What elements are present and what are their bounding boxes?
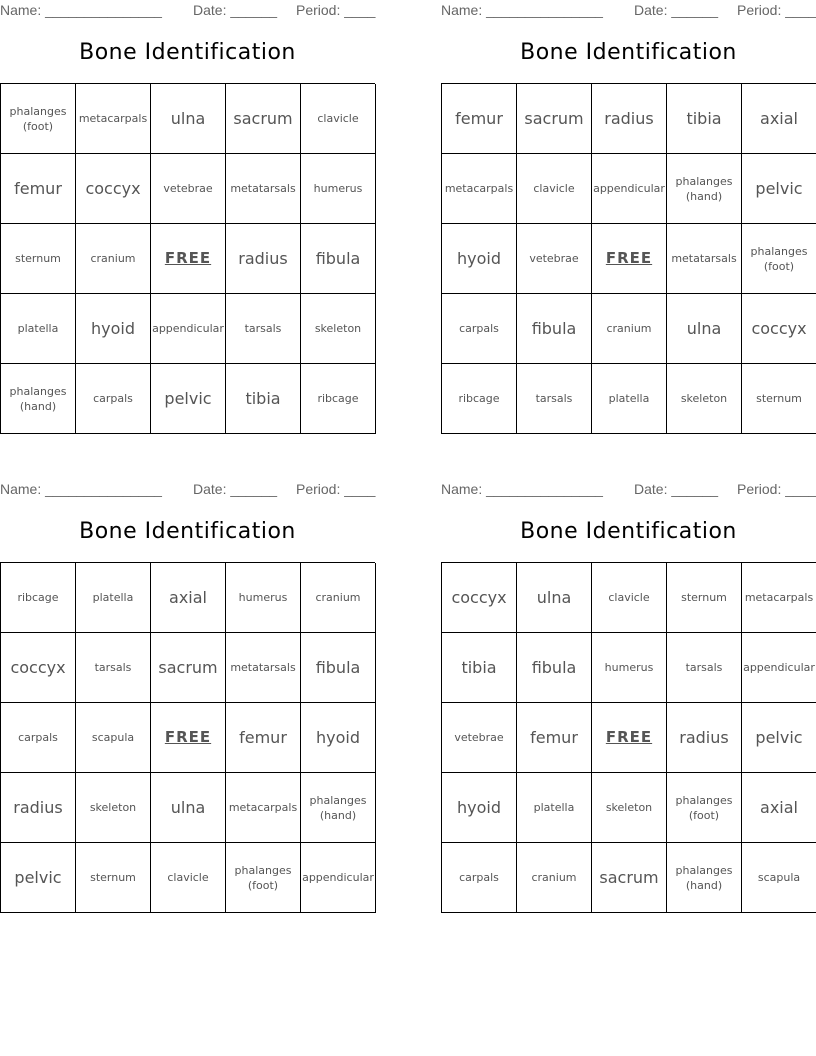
- card-header: [441, 0, 816, 22]
- bingo-cell: ulna: [151, 84, 226, 154]
- date-label: Date: ______: [193, 2, 278, 18]
- bingo-cell: tarsals: [76, 633, 151, 703]
- bingo-cell: phalanges (hand): [1, 364, 76, 434]
- bingo-cell: humerus: [226, 563, 301, 633]
- bingo-cell: femur: [442, 84, 517, 154]
- bingo-cell: clavicle: [151, 843, 226, 913]
- bingo-cell: sacrum: [517, 84, 592, 154]
- bingo-cell: axial: [742, 84, 816, 154]
- bingo-cell: tarsals: [517, 364, 592, 434]
- bingo-cell: radius: [667, 703, 742, 773]
- name-label: Name: _______________: [441, 2, 603, 18]
- bingo-cell: tibia: [442, 633, 517, 703]
- bingo-cell: sternum: [76, 843, 151, 913]
- bingo-cell: carpals: [1, 703, 76, 773]
- bingo-cell: coccyx: [442, 563, 517, 633]
- bingo-cell: skeleton: [592, 773, 667, 843]
- bingo-cell: cranium: [76, 224, 151, 294]
- bingo-cell: tarsals: [667, 633, 742, 703]
- period-label: Period: ____: [737, 481, 816, 497]
- date-label: Date: ______: [634, 481, 719, 497]
- card-title: Bone Identification: [79, 40, 296, 65]
- bingo-cell: carpals: [442, 294, 517, 364]
- bingo-cell: skeleton: [667, 364, 742, 434]
- free-space-cell: FREE: [151, 703, 226, 773]
- card-header: [0, 479, 375, 501]
- bingo-cell: femur: [1, 154, 76, 224]
- bingo-cell: ribcage: [442, 364, 517, 434]
- bingo-grid: [0, 562, 375, 913]
- card-header: [441, 479, 816, 501]
- bingo-grid: [0, 83, 375, 434]
- free-space-cell: FREE: [151, 224, 226, 294]
- name-label: Name: _______________: [441, 481, 603, 497]
- bingo-cell: phalanges (hand): [667, 843, 742, 913]
- bingo-cell: ribcage: [1, 563, 76, 633]
- bingo-cell: ribcage: [301, 364, 376, 434]
- bingo-cell: ulna: [667, 294, 742, 364]
- period-label: Period: ____: [296, 2, 376, 18]
- bingo-cell: humerus: [592, 633, 667, 703]
- bingo-cell: scapula: [742, 843, 816, 913]
- bingo-cell: radius: [1, 773, 76, 843]
- bingo-cell: clavicle: [301, 84, 376, 154]
- bingo-grid: [441, 562, 816, 913]
- bingo-cell: ulna: [151, 773, 226, 843]
- bingo-card: [441, 479, 816, 892]
- bingo-cell: appendicular: [742, 633, 816, 703]
- bingo-card: [0, 0, 376, 413]
- bingo-cell: phalanges (foot): [1, 84, 76, 154]
- bingo-cell: fibula: [517, 633, 592, 703]
- free-space-cell: FREE: [592, 703, 667, 773]
- bingo-cell: pelvic: [742, 154, 816, 224]
- bingo-cell: fibula: [301, 633, 376, 703]
- bingo-cell: coccyx: [742, 294, 816, 364]
- bingo-cell: scapula: [76, 703, 151, 773]
- bingo-cell: cranium: [592, 294, 667, 364]
- bingo-cell: fibula: [301, 224, 376, 294]
- bingo-cell: radius: [592, 84, 667, 154]
- date-label: Date: ______: [634, 2, 719, 18]
- bingo-cell: phalanges (foot): [667, 773, 742, 843]
- bingo-cell: pelvic: [1, 843, 76, 913]
- bingo-cell: hyoid: [442, 224, 517, 294]
- bingo-cell: metacarpals: [226, 773, 301, 843]
- bingo-cell: femur: [517, 703, 592, 773]
- period-label: Period: ____: [296, 481, 376, 497]
- bingo-cell: axial: [742, 773, 816, 843]
- bingo-card: [441, 0, 816, 405]
- bingo-cell: coccyx: [76, 154, 151, 224]
- bingo-cell: appendicular: [301, 843, 376, 913]
- bingo-cell: sacrum: [592, 843, 667, 913]
- bingo-cell: tibia: [226, 364, 301, 434]
- name-label: Name: _______________: [0, 2, 162, 18]
- bingo-cell: hyoid: [301, 703, 376, 773]
- card-title: Bone Identification: [520, 40, 737, 65]
- bingo-cell: skeleton: [76, 773, 151, 843]
- period-label: Period: ____: [737, 2, 816, 18]
- bingo-cell: sternum: [1, 224, 76, 294]
- bingo-cell: vetebrae: [517, 224, 592, 294]
- bingo-cell: pelvic: [151, 364, 226, 434]
- bingo-cell: radius: [226, 224, 301, 294]
- bingo-cell: vetebrae: [151, 154, 226, 224]
- bingo-cell: hyoid: [76, 294, 151, 364]
- bingo-cell: appendicular: [592, 154, 667, 224]
- bingo-cell: platella: [592, 364, 667, 434]
- bingo-cell: metacarpals: [742, 563, 816, 633]
- bingo-cell: cranium: [517, 843, 592, 913]
- bingo-cell: clavicle: [592, 563, 667, 633]
- bingo-cell: humerus: [301, 154, 376, 224]
- bingo-cell: phalanges (hand): [667, 154, 742, 224]
- bingo-cell: carpals: [442, 843, 517, 913]
- card-header: [0, 0, 375, 22]
- date-label: Date: ______: [193, 481, 278, 497]
- bingo-cell: platella: [1, 294, 76, 364]
- bingo-cell: skeleton: [301, 294, 376, 364]
- bingo-cell: tarsals: [226, 294, 301, 364]
- bingo-cell: sacrum: [151, 633, 226, 703]
- bingo-cell: vetebrae: [442, 703, 517, 773]
- bingo-cell: metacarpals: [442, 154, 517, 224]
- bingo-cell: clavicle: [517, 154, 592, 224]
- bingo-cell: sternum: [667, 563, 742, 633]
- card-title: Bone Identification: [79, 519, 296, 544]
- bingo-cell: appendicular: [151, 294, 226, 364]
- free-space-cell: FREE: [592, 224, 667, 294]
- name-label: Name: _______________: [0, 481, 162, 497]
- bingo-card: [0, 479, 376, 892]
- bingo-cell: cranium: [301, 563, 376, 633]
- bingo-cell: ulna: [517, 563, 592, 633]
- bingo-cell: carpals: [76, 364, 151, 434]
- bingo-cell: phalanges (foot): [742, 224, 816, 294]
- bingo-cell: metatarsals: [226, 154, 301, 224]
- bingo-cell: femur: [226, 703, 301, 773]
- bingo-cell: metatarsals: [667, 224, 742, 294]
- card-title: Bone Identification: [520, 519, 737, 544]
- bingo-cell: fibula: [517, 294, 592, 364]
- bingo-cell: hyoid: [442, 773, 517, 843]
- bingo-cell: sacrum: [226, 84, 301, 154]
- bingo-cell: sternum: [742, 364, 816, 434]
- bingo-cell: metatarsals: [226, 633, 301, 703]
- bingo-cell: pelvic: [742, 703, 816, 773]
- bingo-cell: platella: [517, 773, 592, 843]
- bingo-cell: coccyx: [1, 633, 76, 703]
- bingo-cell: axial: [151, 563, 226, 633]
- bingo-grid: [441, 83, 816, 434]
- bingo-cell: platella: [76, 563, 151, 633]
- bingo-cell: phalanges (foot): [226, 843, 301, 913]
- bingo-cell: phalanges (hand): [301, 773, 376, 843]
- bingo-cell: metacarpals: [76, 84, 151, 154]
- bingo-cell: tibia: [667, 84, 742, 154]
